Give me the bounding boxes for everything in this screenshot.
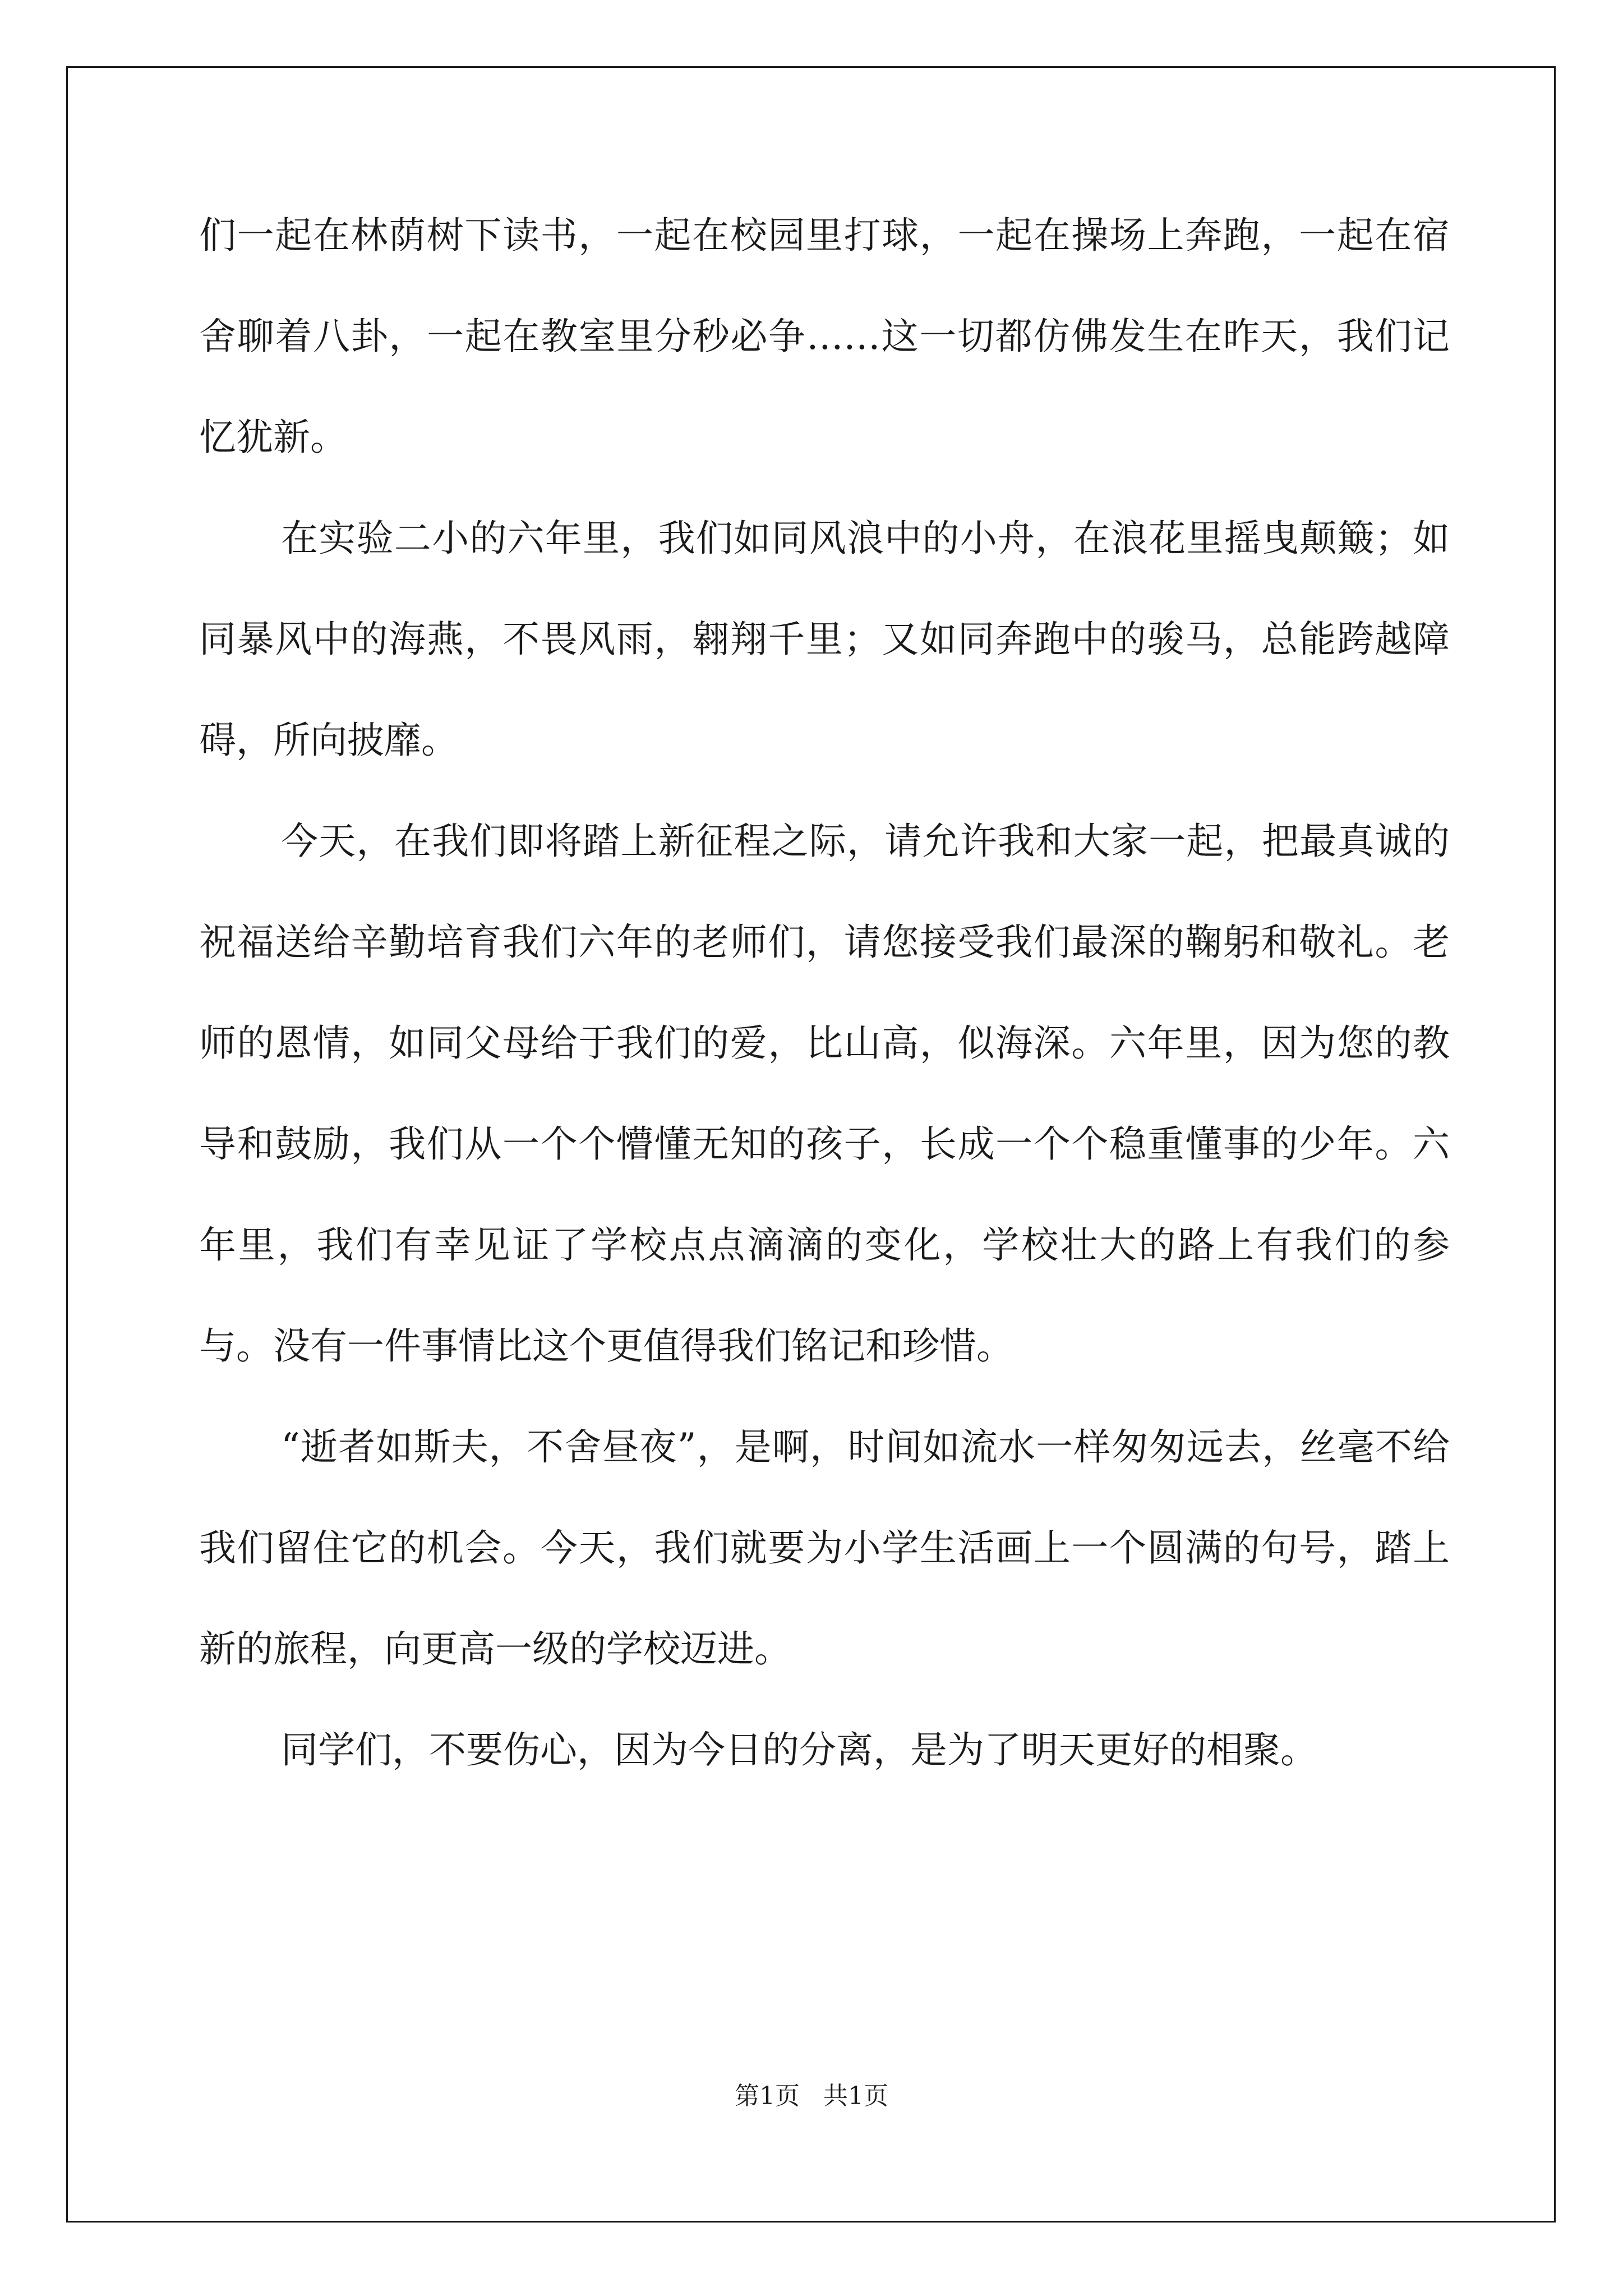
page-number-footer: 第1页 共1页: [735, 2082, 888, 2110]
paragraph-4: “逝者如斯夫，不舍昼夜”，是啊，时间如流水一样匆匆远去，丝毫不给我们留住它的机会。今天，我们就要为小学生活画上一个圆满的句号，踏上新的旅程，向更高一级的学校迈进。: [199, 1425, 1450, 1671]
paragraph-1: 们一起在林荫树下读书，一起在校园里打球，一起在操场上奔跑，一起在宿舍聊着八卦，一起在教室里分秒必争……这一切都仿佛发生在昨天，我们记忆犹新。: [199, 214, 1450, 459]
paragraph-5: 同学们，不要伤心，因为今日的分离，是为了明天更好的相聚。: [281, 1728, 1317, 1772]
document-body: [199, 185, 1450, 1801]
paragraph-2: 在实验二小的六年里，我们如同风浪中的小舟，在浪花里摇曳颠簸；如同暴风中的海燕，不畏风雨，翱翔千里；又如同奔跑中的骏马，总能跨越障碍，所向披靡。: [199, 517, 1450, 762]
paragraph-3: 今天，在我们即将踏上新征程之际，请允许我和大家一起，把最真诚的祝福送给辛勤培育我们六年的老师们，请您接受我们最深的鞠躬和敬礼。老师的恩情，如同父母给于我们的爱，比山高，似海深。六年里，因为您的教导和鼓励，我们从一个个懵懂无知的孩子，长成一个个稳重懂事的少年。六年里，我们有幸见证了学校点点滴滴的变化，学校壮大的路上有我们的参与。没有一件事情比这个更值得我们铭记和珍惜。: [199, 820, 1450, 1368]
